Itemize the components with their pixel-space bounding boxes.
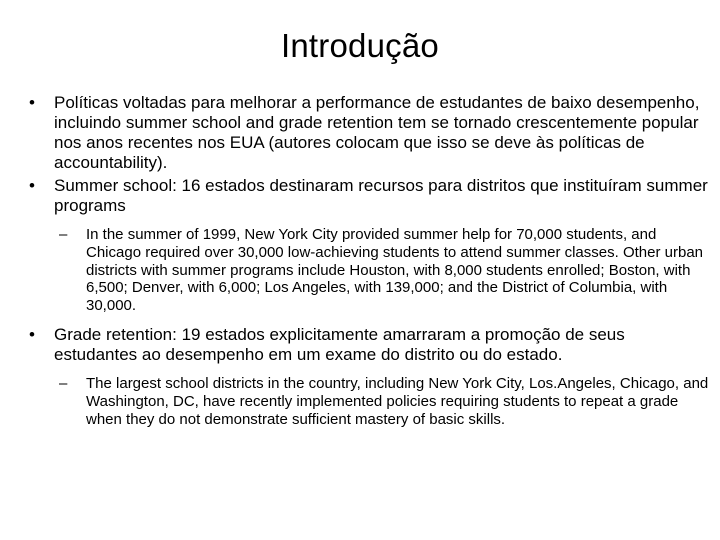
bullet-marker: • <box>29 324 35 344</box>
bullet-text: Políticas voltadas para melhorar a performance de estudantes de baixo desempenho, incluindo summer school and grade retention tem se tornado crescentemente popular nos anos recentes nos EUA (autores colocam que isso se deve às políticas de accountability). <box>54 93 700 172</box>
sub-bullet-text: In the summer of 1999, New York City provided summer help for 70,000 students, and Chicago required over 30,000 low-achieving students to attend summer classes. Other urban districts with summer programs include Houston, with 8,000 students enrolled; Boston, with 6,500; Denver, with 6,000; Los Angeles, with 139,000; and the District of Columbia, with 30,000. <box>86 226 703 315</box>
bullet-policies <box>28 93 712 173</box>
sub-bullet-retention-examples <box>28 375 712 428</box>
sub-bullet-summer-examples <box>28 226 712 315</box>
bullet-grade-retention <box>28 325 712 365</box>
bullet-summer-school <box>28 176 712 216</box>
sub-bullet-marker: – <box>59 374 68 392</box>
bullet-marker: • <box>29 93 35 112</box>
bullet-marker: • <box>29 176 35 195</box>
bullet-text: Grade retention: 19 estados explicitamente amarraram a promoção de seus estudantes ao desempenho em um exame do distrito ou do estado. <box>54 324 625 364</box>
sub-bullet-text: The largest school districts in the country, including New York City, Los.Angeles, Chicago, and Washington, DC, have recently implemented policies requiring students to repeat a grade when they do not demonstrate sufficient mastery of basic skills. <box>86 374 709 428</box>
slide-title: Introdução <box>281 27 439 64</box>
bullet-text: Summer school: 16 estados destinaram recursos para distritos que instituíram summer programs <box>54 176 708 215</box>
slide-content <box>28 93 712 428</box>
sub-bullet-marker: – <box>59 226 68 243</box>
